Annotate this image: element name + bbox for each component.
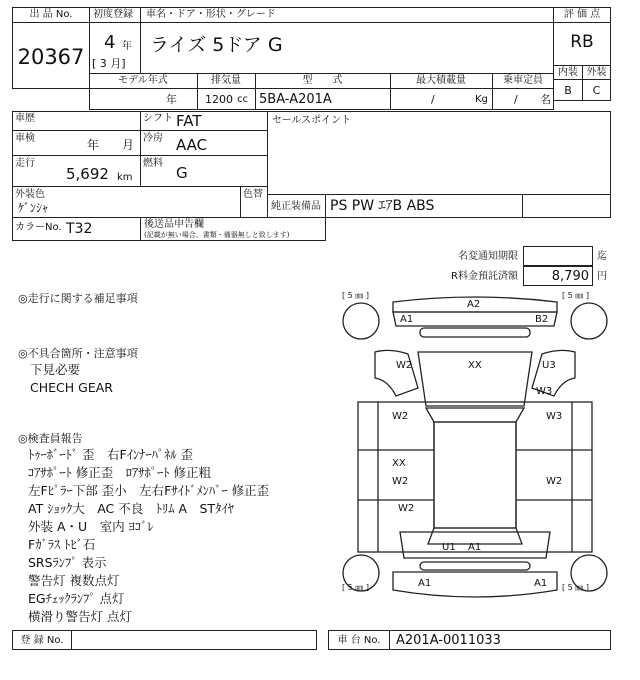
model-year-unit: 年	[166, 93, 177, 106]
inspection-year-unit: 年	[87, 138, 100, 152]
ac-value: AAC	[176, 136, 208, 154]
name-change-unit: 迄	[597, 251, 607, 262]
mark-w3-right-front-door: W3	[546, 411, 563, 422]
color-cell	[12, 186, 268, 218]
roof	[434, 422, 516, 528]
color-no-label: カラーNo.	[15, 222, 62, 233]
mark-u1-rear: U1	[442, 542, 456, 553]
chassis-number: A201A-0011033	[396, 633, 501, 648]
docs-note: (記載が無い場合、書類・備器無しと致します)	[144, 231, 290, 239]
shift-value: FAT	[176, 112, 202, 130]
driving-title: ◎走行に関する補足事項	[18, 292, 138, 305]
defect-line-2: CHECH GEAR	[30, 380, 113, 395]
model-year-label: モデル年式	[118, 75, 168, 86]
mark-xx-hood: XX	[468, 360, 482, 371]
sales-points-label: セールスポイント	[272, 115, 352, 126]
recycle-label: R料金預託済額	[451, 271, 518, 282]
mark-a1-rear: A1	[468, 542, 482, 553]
capacity-unit: 名	[540, 93, 551, 106]
max-load-label: 最大積載量	[416, 75, 466, 86]
tire-rear-right	[571, 555, 607, 591]
mark-w2-left-rear-door: W2	[392, 476, 409, 487]
tire-front-left	[343, 303, 379, 339]
eval-score: RB	[570, 32, 594, 52]
mileage-label: 走行	[15, 158, 35, 169]
repaint-label: 色替	[243, 189, 263, 200]
inspection-month-unit: 月	[122, 138, 135, 152]
mark-w2-left-quarter: W2	[398, 503, 415, 514]
year-unit: 年	[122, 41, 132, 52]
tire-front-right	[571, 303, 607, 339]
tire-depth-top-right: [ 5 ㎜ ]	[562, 291, 589, 300]
mark-u3: U3	[542, 360, 556, 371]
mark-a1-top: A1	[400, 314, 414, 325]
history-label: 車歴	[15, 113, 35, 124]
eval-label: 評 価 点	[563, 9, 601, 20]
reg-no-label: 登 録 No.	[20, 635, 64, 646]
recycle-value: 8,790	[551, 269, 589, 284]
interior-grade: B	[564, 84, 572, 97]
inspector-line-6: Fｶﾞﾗｽ ﾄﾋﾞ石	[28, 537, 96, 552]
tire-depth-top-left: [ 5 ㎜ ]	[342, 291, 369, 300]
car-damage-diagram	[338, 288, 612, 626]
model-label: 型 式	[302, 75, 343, 86]
inspector-line-5: 外装 A・U 室内 ﾖｺﾞﾚ	[28, 519, 154, 534]
front-bumper	[393, 312, 557, 326]
inspector-line-1: ﾄｩｰﾎﾞｰﾄﾞ 歪 右Fｲﾝﾅｰﾊﾟﾈﾙ 歪	[28, 447, 194, 462]
color-value: ｹﾞﾝｼｬ	[18, 201, 49, 215]
displacement-value: 1200	[205, 93, 233, 106]
inspector-line-7: SRSﾗﾝﾌﾟ 表示	[28, 555, 107, 570]
shift-label: シフト	[143, 113, 173, 124]
mark-w2-left-front-door: W2	[392, 411, 409, 422]
tire-depth-bottom-left: [ 5 ㎜ ]	[342, 583, 369, 592]
inspector-line-10: 横滑り警告灯 点灯	[28, 609, 132, 624]
inspector-line-3: 左Fﾋﾟﾗｰ下部 歪小 左右Fｻｲﾄﾞﾒﾝﾊﾞｰ 修正歪	[28, 483, 270, 498]
mark-b2: B2	[535, 314, 549, 325]
name-change-box	[523, 246, 593, 266]
fuel-label: 燃料	[143, 158, 163, 169]
max-load-value: /	[431, 93, 435, 106]
tire-depth-bottom-right: [ 5 ㎜ ]	[562, 583, 589, 592]
mark-a1-bumper-right: A1	[534, 578, 548, 589]
lot-no-label: 出 品 No.	[29, 9, 73, 20]
max-load-unit: Kg	[475, 94, 488, 105]
inspector-line-9: EGﾁｪｯｸﾗﾝﾌﾟ 点灯	[28, 591, 125, 606]
windshield	[426, 408, 524, 422]
mark-w2-fender: W2	[396, 360, 413, 371]
displacement-unit: cc	[237, 94, 248, 105]
mark-a2: A2	[467, 299, 481, 310]
equipment-value: PS PW ｴｱB ABS	[330, 198, 435, 214]
equipment-label: 純正装備品	[271, 201, 321, 212]
docs-label: 後送品申告欄	[144, 219, 204, 230]
capacity-label: 乗車定員	[503, 75, 543, 86]
mark-a1-bumper-left: A1	[418, 578, 432, 589]
reg-no-value-cell	[71, 630, 317, 650]
inspector-title: ◎検査員報告	[18, 432, 83, 445]
ac-label: 冷房	[143, 133, 163, 144]
defect-line-1: 下見必要	[30, 362, 81, 377]
front-grille	[420, 328, 530, 337]
front-left-fender	[375, 350, 418, 396]
mileage-value: 5,692	[66, 165, 109, 183]
inspector-line-4: AT ｼｮｯｸ大 AC 不良 ﾄﾘﾑ A STﾀｲﾔ	[28, 501, 234, 516]
lot-number: 20367	[17, 45, 85, 69]
mark-xx-left-rear-door: XX	[392, 458, 406, 469]
exterior-grade: C	[592, 84, 601, 97]
mark-w2-right-rear-door: W2	[546, 476, 563, 487]
model-code: 5BA-A201A	[259, 92, 332, 107]
inspector-line-8: 警告灯 複数点灯	[28, 573, 120, 588]
car-name-label: 車名・ドア・形状・グレード	[146, 9, 276, 20]
interior-label: 内装	[558, 67, 578, 78]
recycle-unit: 円	[597, 271, 607, 282]
era-year: 4	[104, 32, 116, 53]
exterior-label: 外装	[586, 67, 607, 78]
rear-garnish	[420, 562, 530, 570]
color-no-value: T32	[66, 221, 93, 237]
mark-w3-fender: W3	[536, 386, 553, 397]
capacity-value: /	[514, 93, 518, 106]
first-reg-month: [ 3 月]	[92, 57, 126, 70]
mileage-unit: km	[117, 172, 133, 183]
color-label: 外装色	[15, 189, 45, 200]
inspector-line-2: ｺｱｻﾎﾟｰﾄ 修正歪 ﾛｱｻﾎﾟｰﾄ 修正粗	[28, 465, 211, 480]
fuel-value: G	[176, 164, 188, 182]
inspection-label: 車検	[15, 133, 35, 144]
first-reg-label: 初度登録	[93, 9, 133, 20]
displacement-label: 排気量	[211, 75, 241, 86]
defects-title: ◎不具合箇所・注意事項	[18, 347, 138, 360]
car-name: ライズ 5ドア G	[150, 34, 283, 56]
name-change-label: 名変通知期限	[458, 251, 518, 262]
chassis-label: 車 台 No.	[337, 635, 381, 646]
